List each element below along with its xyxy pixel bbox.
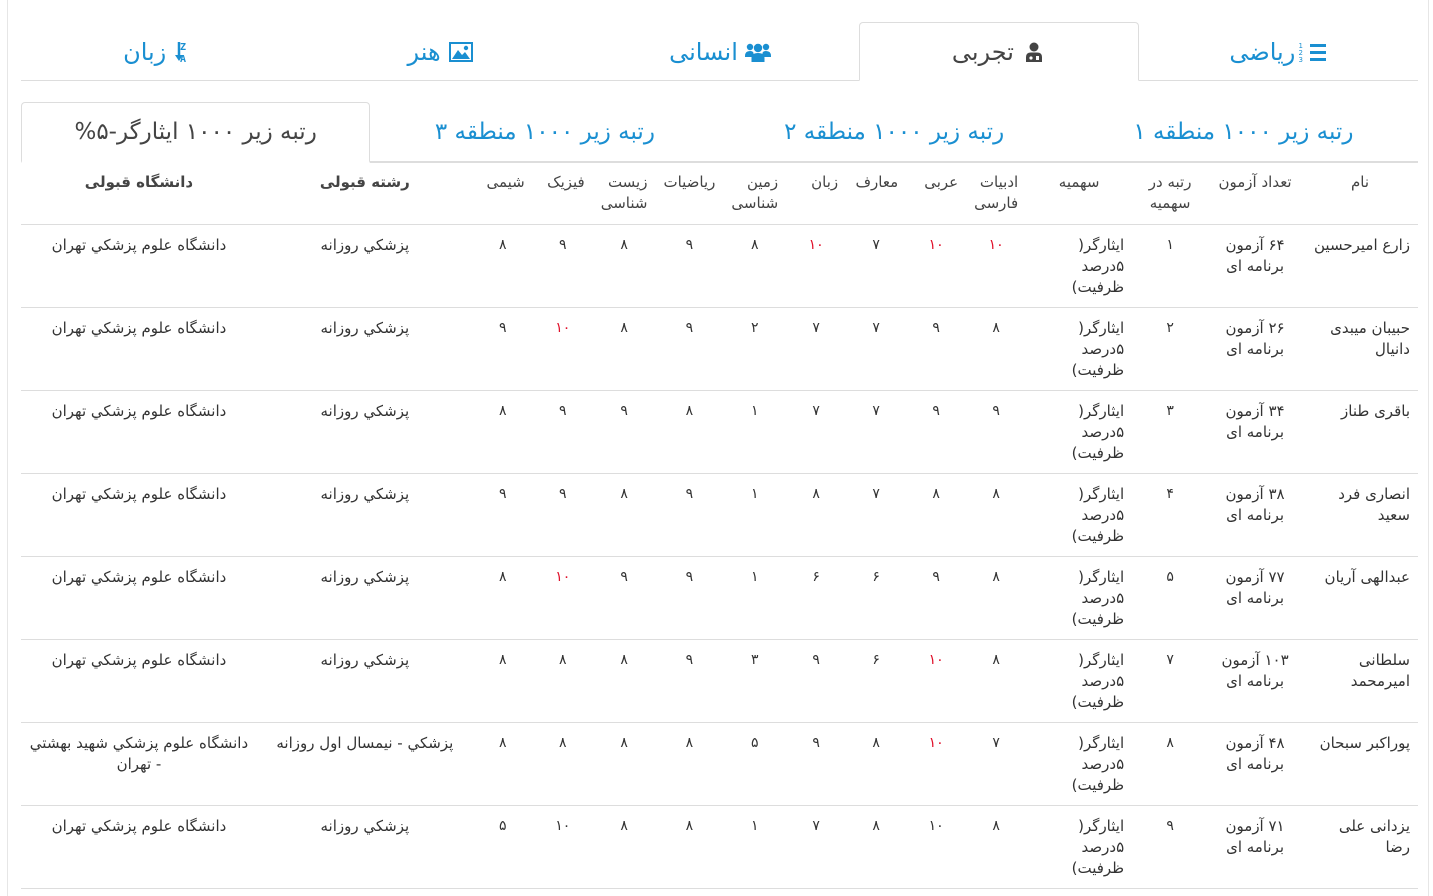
cell-quota-rank: ۳ xyxy=(1132,391,1208,474)
cell-name: سلطانی امیرمحمد xyxy=(1302,640,1418,723)
cell-exam-count: ۲۶ آزمون برنامه ای xyxy=(1208,308,1302,391)
cell-score-math: ۸ xyxy=(655,391,723,474)
tab-zaban[interactable] xyxy=(21,22,300,80)
header-exam-count: تعداد آزمون xyxy=(1208,162,1302,225)
cell-quota: ایثارگر( ۵درصد ظرفیت) xyxy=(1026,640,1132,723)
cell-score-math: ۹ xyxy=(655,640,723,723)
cell-score-religion: ۸ xyxy=(846,806,906,889)
cell-quota-rank: ۲ xyxy=(1132,308,1208,391)
tab-ensani[interactable] xyxy=(580,22,859,80)
tab-label: تجربی xyxy=(951,37,1014,66)
cell-quota-rank: ۹ xyxy=(1132,806,1208,889)
svg-text:2: 2 xyxy=(1298,48,1304,57)
cell-name: یزدانی علی رضا xyxy=(1302,806,1418,889)
cell-score-chemistry: ۸ xyxy=(473,640,533,723)
tab-label: هنر xyxy=(407,37,441,66)
cell-university: دانشگاه علوم پزشكي تهران xyxy=(21,806,257,889)
subtab-region-2[interactable] xyxy=(720,102,1069,161)
cell-exam-count: ۷۷ آزمون برنامه ای xyxy=(1208,557,1302,640)
cell-score-arabic: ۹ xyxy=(906,557,966,640)
cell-major: پزشكي روزانه xyxy=(257,557,473,640)
tab-tajrobi[interactable] xyxy=(859,22,1138,81)
cell-quota-rank: ۵ xyxy=(1132,557,1208,640)
table-row xyxy=(21,308,1418,391)
cell-score-geology: ۳ xyxy=(723,640,786,723)
cell-score-chemistry: ۹ xyxy=(473,308,533,391)
users-icon xyxy=(746,41,770,63)
cell-score-physics: ۱۰ xyxy=(533,308,593,391)
cell-quota-rank: ۱ xyxy=(1132,225,1208,308)
cell-score-religion: ۷ xyxy=(846,225,906,308)
cell-quota: ایثارگر( ۵درصد ظرفیت) xyxy=(1026,225,1132,308)
table-row xyxy=(21,640,1418,723)
cell-university: دانشگاه علوم پزشكي تهران xyxy=(21,640,257,723)
cell-score-biology: ۹ xyxy=(593,557,656,640)
cell-score-chemistry: ۸ xyxy=(473,391,533,474)
cell-score-religion: ۷ xyxy=(846,308,906,391)
subtab-label: رتبه زیر ۱۰۰۰ منطقه ۱ xyxy=(1133,119,1354,145)
cell-exam-count: ۳۸ آزمون برنامه ای xyxy=(1208,474,1302,557)
cell-score-physics: ۱۰ xyxy=(533,557,593,640)
cell-major: پزشكي روزانه xyxy=(257,474,473,557)
cell-major: پزشكي روزانه xyxy=(257,225,473,308)
results-table xyxy=(21,162,1418,889)
cell-score-language: ۶ xyxy=(786,557,846,640)
table-header-row xyxy=(21,162,1418,225)
subtab-region-3[interactable] xyxy=(370,102,719,161)
cell-score-math: ۹ xyxy=(655,557,723,640)
cell-score-persian-lit: ۷ xyxy=(966,723,1026,806)
cell-exam-count: ۷۱ آزمون برنامه ای xyxy=(1208,806,1302,889)
cell-score-persian-lit: ۱۰ xyxy=(966,225,1026,308)
table-row xyxy=(21,474,1418,557)
cell-score-biology: ۹ xyxy=(593,391,656,474)
cell-score-language: ۹ xyxy=(786,723,846,806)
cell-score-religion: ۷ xyxy=(846,391,906,474)
svg-text:3: 3 xyxy=(1298,55,1304,64)
cell-score-arabic: ۱۰ xyxy=(906,640,966,723)
cell-university: دانشگاه علوم پزشكي تهران xyxy=(21,557,257,640)
tab-riazi[interactable] xyxy=(1139,22,1418,80)
svg-text:Z: Z xyxy=(180,41,187,53)
cell-score-persian-lit: ۸ xyxy=(966,640,1026,723)
header-name: نام xyxy=(1302,162,1418,225)
cell-quota: ایثارگر( ۵درصد ظرفیت) xyxy=(1026,474,1132,557)
cell-score-arabic: ۹ xyxy=(906,308,966,391)
cell-score-arabic: ۸ xyxy=(906,474,966,557)
header-quota: سهمیه xyxy=(1026,162,1132,225)
cell-score-biology: ۸ xyxy=(593,723,656,806)
cell-score-arabic: ۹ xyxy=(906,391,966,474)
table-row xyxy=(21,391,1418,474)
cell-score-geology: ۱ xyxy=(723,557,786,640)
cell-score-geology: ۱ xyxy=(723,474,786,557)
cell-score-physics: ۹ xyxy=(533,225,593,308)
header-geology: زمین شناسی xyxy=(723,162,786,225)
table-body xyxy=(21,225,1418,889)
cell-quota: ایثارگر( ۵درصد ظرفیت) xyxy=(1026,308,1132,391)
header-religion: معارف xyxy=(846,162,906,225)
header-university: دانشگاه قبولی xyxy=(21,162,257,225)
numbered-list-icon xyxy=(1298,41,1327,64)
subtab-label: رتبه زیر ۱۰۰۰ منطقه ۲ xyxy=(784,119,1005,145)
cell-score-religion: ۶ xyxy=(846,640,906,723)
cell-score-persian-lit: ۹ xyxy=(966,391,1026,474)
cell-score-physics: ۱۰ xyxy=(533,806,593,889)
header-persian-lit: ادبیات فارسی xyxy=(966,162,1026,225)
header-physics: فیزیک xyxy=(533,162,593,225)
cell-exam-count: ۱۰۳ آزمون برنامه ای xyxy=(1208,640,1302,723)
cell-score-physics: ۹ xyxy=(533,391,593,474)
cell-name: انصاری فرد سعید xyxy=(1302,474,1418,557)
tab-label: زبان xyxy=(123,37,167,66)
cell-score-persian-lit: ۸ xyxy=(966,308,1026,391)
cell-name: زارع امیرحسین xyxy=(1302,225,1418,308)
tab-label: ریاضی xyxy=(1229,37,1296,66)
cell-major: پزشكي روزانه xyxy=(257,806,473,889)
cell-score-math: ۸ xyxy=(655,806,723,889)
header-language: زبان xyxy=(786,162,846,225)
header-arabic: عربی xyxy=(906,162,966,225)
cell-quota: ایثارگر( ۵درصد ظرفیت) xyxy=(1026,806,1132,889)
image-icon xyxy=(449,41,473,63)
cell-score-arabic: ۱۰ xyxy=(906,225,966,308)
cell-major: پزشكي روزانه xyxy=(257,391,473,474)
cell-score-chemistry: ۸ xyxy=(473,225,533,308)
cell-major: پزشكي - نیمسال اول روزانه xyxy=(257,723,473,806)
cell-quota: ایثارگر( ۵درصد ظرفیت) xyxy=(1026,557,1132,640)
cell-score-geology: ۱ xyxy=(723,391,786,474)
cell-score-biology: ۸ xyxy=(593,640,656,723)
cell-name: حبیبان میبدی دانیال xyxy=(1302,308,1418,391)
cell-score-biology: ۸ xyxy=(593,308,656,391)
cell-score-chemistry: ۸ xyxy=(473,723,533,806)
cell-exam-count: ۶۴ آزمون برنامه ای xyxy=(1208,225,1302,308)
cell-score-chemistry: ۹ xyxy=(473,474,533,557)
cell-major: پزشكي روزانه xyxy=(257,640,473,723)
cell-score-physics: ۸ xyxy=(533,723,593,806)
cell-score-persian-lit: ۸ xyxy=(966,806,1026,889)
cell-score-chemistry: ۸ xyxy=(473,557,533,640)
cell-name: پوراکبر سبحان xyxy=(1302,723,1418,806)
subtab-region-1[interactable] xyxy=(1069,102,1418,161)
cell-score-religion: ۷ xyxy=(846,474,906,557)
cell-score-language: ۷ xyxy=(786,806,846,889)
cell-score-language: ۹ xyxy=(786,640,846,723)
tab-honar[interactable] xyxy=(300,22,579,80)
main-tabs xyxy=(21,22,1418,81)
cell-score-language: ۱۰ xyxy=(786,225,846,308)
cell-quota-rank: ۴ xyxy=(1132,474,1208,557)
header-quota-rank: رتبه در سهمیه xyxy=(1132,162,1208,225)
tab-label: انسانی xyxy=(669,37,738,66)
cell-exam-count: ۴۸ آزمون برنامه ای xyxy=(1208,723,1302,806)
cell-exam-count: ۳۴ آزمون برنامه ای xyxy=(1208,391,1302,474)
cell-score-math: ۹ xyxy=(655,474,723,557)
cell-quota: ایثارگر( ۵درصد ظرفیت) xyxy=(1026,723,1132,806)
cell-score-geology: ۱ xyxy=(723,806,786,889)
header-major: رشته قبولی xyxy=(257,162,473,225)
cell-major: پزشكي روزانه xyxy=(257,308,473,391)
cell-score-persian-lit: ۸ xyxy=(966,474,1026,557)
cell-score-biology: ۸ xyxy=(593,806,656,889)
cell-score-math: ۸ xyxy=(655,723,723,806)
cell-quota-rank: ۷ xyxy=(1132,640,1208,723)
cell-name: باقری طناز xyxy=(1302,391,1418,474)
subtab-label: رتبه زیر ۱۰۰۰ منطقه ۳ xyxy=(434,119,655,145)
table-row xyxy=(21,723,1418,806)
cell-score-arabic: ۱۰ xyxy=(906,723,966,806)
cell-quota-rank: ۸ xyxy=(1132,723,1208,806)
cell-score-math: ۹ xyxy=(655,225,723,308)
cell-university: دانشگاه علوم پزشكي تهران xyxy=(21,391,257,474)
cell-university: دانشگاه علوم پزشكي شهيد بهشتي - تهران xyxy=(21,723,257,806)
cell-score-religion: ۸ xyxy=(846,723,906,806)
svg-text:1: 1 xyxy=(1298,41,1304,50)
cell-score-arabic: ۱۰ xyxy=(906,806,966,889)
cell-name: عبدالهی آریان xyxy=(1302,557,1418,640)
table-row xyxy=(21,557,1418,640)
cell-score-religion: ۶ xyxy=(846,557,906,640)
sort-alpha-icon xyxy=(174,41,198,63)
cell-quota: ایثارگر( ۵درصد ظرفیت) xyxy=(1026,391,1132,474)
cell-score-geology: ۸ xyxy=(723,225,786,308)
sub-tabs xyxy=(21,102,1418,163)
header-biology: زیست شناسی xyxy=(593,162,656,225)
cell-score-chemistry: ۵ xyxy=(473,806,533,889)
cell-score-language: ۸ xyxy=(786,474,846,557)
cell-university: دانشگاه علوم پزشكي تهران xyxy=(21,308,257,391)
cell-score-persian-lit: ۸ xyxy=(966,557,1026,640)
table-row xyxy=(21,225,1418,308)
header-chemistry: شیمی xyxy=(473,162,533,225)
subtab-label: رتبه زیر ۱۰۰۰ ایثارگر-۵% xyxy=(74,119,317,145)
svg-text:A: A xyxy=(180,53,187,65)
cell-score-biology: ۸ xyxy=(593,225,656,308)
cell-university: دانشگاه علوم پزشكي تهران xyxy=(21,474,257,557)
header-math: ریاضیات xyxy=(655,162,723,225)
cell-score-biology: ۸ xyxy=(593,474,656,557)
user-doctor-icon xyxy=(1022,41,1046,63)
cell-score-geology: ۲ xyxy=(723,308,786,391)
cell-score-physics: ۸ xyxy=(533,640,593,723)
cell-score-physics: ۹ xyxy=(533,474,593,557)
table-row xyxy=(21,806,1418,889)
cell-score-language: ۷ xyxy=(786,391,846,474)
cell-university: دانشگاه علوم پزشكي تهران xyxy=(21,225,257,308)
cell-score-math: ۹ xyxy=(655,308,723,391)
subtab-isargar-5[interactable] xyxy=(21,102,370,163)
cell-score-language: ۷ xyxy=(786,308,846,391)
cell-score-geology: ۵ xyxy=(723,723,786,806)
